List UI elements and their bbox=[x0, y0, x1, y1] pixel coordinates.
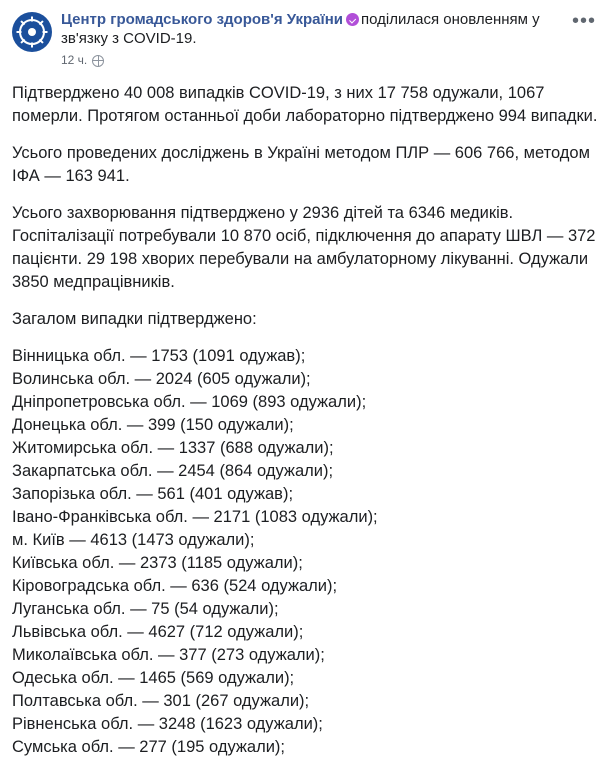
verified-icon bbox=[346, 13, 359, 26]
list-item: Вінницька обл. — 1753 (1091 одужав); bbox=[12, 347, 306, 365]
region-list-intro: Загалом випадки підтверджено: bbox=[12, 310, 257, 328]
more-options-button[interactable]: ••• bbox=[571, 10, 596, 32]
post-body bbox=[12, 82, 598, 759]
post-header-text bbox=[61, 10, 598, 70]
list-item: Донецька обл. — 399 (150 одужали); bbox=[12, 416, 294, 434]
post-paragraph-1: Підтверджено 40 008 випадків COVID-19, з них 17 758 одужали, 1067 померли. Протягом останньої доби лабораторно підтверджено 994 випадки. bbox=[12, 84, 598, 125]
list-item: Одеська обл. — 1465 (569 одужали); bbox=[12, 669, 295, 687]
post-meta bbox=[61, 51, 558, 70]
list-item: Полтавська обл. — 301 (267 одужали); bbox=[12, 692, 310, 710]
list-item: Дніпропетровська обл. — 1069 (893 одужали); bbox=[12, 393, 367, 411]
list-item: Житомирська обл. — 1337 (688 одужали); bbox=[12, 439, 334, 457]
list-item: м. Київ — 4613 (1473 одужали); bbox=[12, 531, 255, 549]
list-item: Закарпатська обл. — 2454 (864 одужали); bbox=[12, 462, 334, 480]
list-item: Рівненська обл. — 3248 (1623 одужали); bbox=[12, 715, 323, 733]
avatar[interactable] bbox=[12, 12, 52, 52]
avatar-dot-icon bbox=[28, 28, 36, 36]
avatar-tick-e-icon bbox=[43, 31, 48, 33]
list-item: Миколаївська обл. — 377 (273 одужали); bbox=[12, 646, 325, 664]
list-item: Кіровоградська обл. — 636 (524 одужали); bbox=[12, 577, 338, 595]
page-name-link[interactable]: Центр громадського здоров'я України bbox=[61, 11, 344, 28]
list-item: Івано-Франківська обл. — 2171 (1083 одужали); bbox=[12, 508, 378, 526]
list-item: Львівська обл. — 4627 (712 одужали); bbox=[12, 623, 304, 641]
globe-icon[interactable] bbox=[92, 55, 104, 67]
list-item: Київська обл. — 2373 (1185 одужали); bbox=[12, 554, 303, 572]
post-header bbox=[12, 10, 598, 70]
avatar-tick-n-icon bbox=[31, 17, 33, 22]
list-item: Сумська обл. — 277 (195 одужали); bbox=[12, 738, 286, 756]
avatar-tick-s-icon bbox=[31, 43, 33, 48]
post-paragraph-2: Усього проведених досліджень в Україні методом ПЛР — 606 766, методом ІФА — 163 941. bbox=[12, 144, 590, 185]
avatar-tick-w-icon bbox=[17, 31, 22, 33]
list-item: Волинська обл. — 2024 (605 одужали); bbox=[12, 370, 311, 388]
list-item: Луганська обл. — 75 (54 одужали); bbox=[12, 600, 279, 618]
avatar-tick-se-icon bbox=[39, 39, 44, 44]
shared-action-text: поділилася оновленням у зв'язку з COVID-19. bbox=[61, 11, 540, 47]
region-list bbox=[12, 345, 598, 759]
list-item: Запорізька обл. — 561 (401 одужав); bbox=[12, 485, 294, 503]
post-paragraph-3: Усього захворювання підтверджено у 2936 дітей та 6346 медиків. Госпіталізації потребували 10 870 осіб, підключення до апарату ШВЛ — 372 пацієнти. 29 198 хворих перебували на амбулаторному лікуванні. Одужали 3850 медпрацівників. bbox=[12, 204, 596, 291]
post-timestamp[interactable]: 12 ч. bbox=[61, 53, 88, 67]
